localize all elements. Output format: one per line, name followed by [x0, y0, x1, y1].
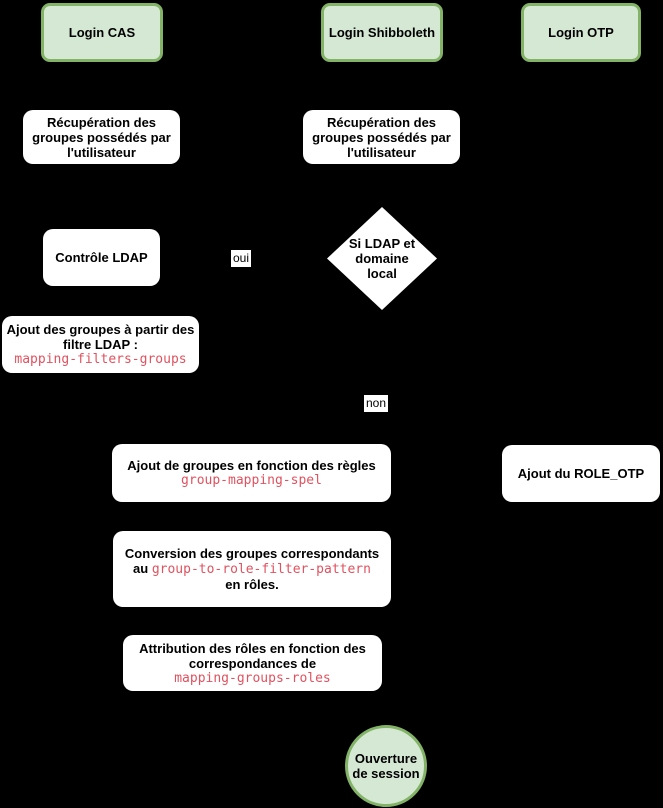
edge-label-non: non	[366, 396, 387, 410]
ajout-regles-code: group-mapping-spel	[181, 473, 322, 488]
ouverture-line2: de session	[352, 766, 420, 781]
login-shibboleth-node	[321, 3, 443, 62]
attribution-roles-node	[123, 635, 382, 691]
login-otp-node	[521, 3, 641, 62]
ldap-decision-diamond	[327, 207, 437, 310]
login-cas-node	[41, 3, 163, 62]
attribution-line1: Attribution des rôles en fonction des	[139, 640, 366, 656]
ouverture-line1: Ouverture	[354, 751, 418, 766]
login-shibboleth-label: Login Shibboleth	[328, 25, 436, 40]
recup-cas-line2: groupes possédés par	[32, 129, 171, 145]
edge-label-oui: oui	[233, 251, 250, 265]
attribution-code: mapping-groups-roles	[174, 670, 331, 686]
attribution-line2: correspondances de	[188, 655, 317, 671]
conversion-line1: Conversion des groupes correspondants	[124, 546, 380, 561]
ajout-regles-spel-node	[112, 444, 391, 502]
decision-line2: domaine	[355, 251, 409, 266]
decision-line3: local	[367, 266, 397, 281]
recup-groups-shibboleth-node	[303, 110, 460, 164]
diamond-label	[327, 207, 437, 310]
conversion-line3: en rôles.	[225, 577, 279, 592]
ajout-filtres-line2: filtre LDAP :	[63, 337, 138, 352]
login-otp-label: Login OTP	[548, 25, 614, 40]
controle-ldap-label: Contrôle LDAP	[55, 250, 148, 265]
conversion-groupes-node	[113, 531, 391, 607]
ouverture-session-node	[345, 725, 427, 807]
decision-line1: Si LDAP et	[348, 236, 416, 251]
ajout-filtres-ldap-node	[2, 316, 199, 373]
recup-groups-cas-node	[23, 110, 180, 164]
login-cas-label: Login CAS	[68, 25, 136, 40]
ajout-role-otp-label: Ajout du ROLE_OTP	[517, 466, 645, 481]
ajout-filtres-code: mapping-filters-groups	[14, 352, 187, 367]
conversion-code: group-to-role-filter-pattern	[151, 562, 371, 577]
recup-shib-line3: l'utilisateur	[347, 144, 416, 160]
recup-shib-line2: groupes possédés par	[312, 129, 451, 145]
recup-cas-line1: Récupération des	[46, 114, 157, 130]
ajout-regles-line1: Ajout de groupes en fonction des règles	[127, 458, 376, 473]
ajout-filtres-line1: Ajout des groupes à partir des	[6, 322, 195, 337]
recup-cas-line3: l'utilisateur	[67, 144, 136, 160]
conversion-line2-prefix: au	[133, 561, 149, 576]
controle-ldap-node	[43, 229, 160, 286]
ajout-role-otp-node	[502, 445, 660, 502]
recup-shib-line1: Récupération des	[326, 114, 437, 130]
conversion-line2	[133, 561, 371, 577]
